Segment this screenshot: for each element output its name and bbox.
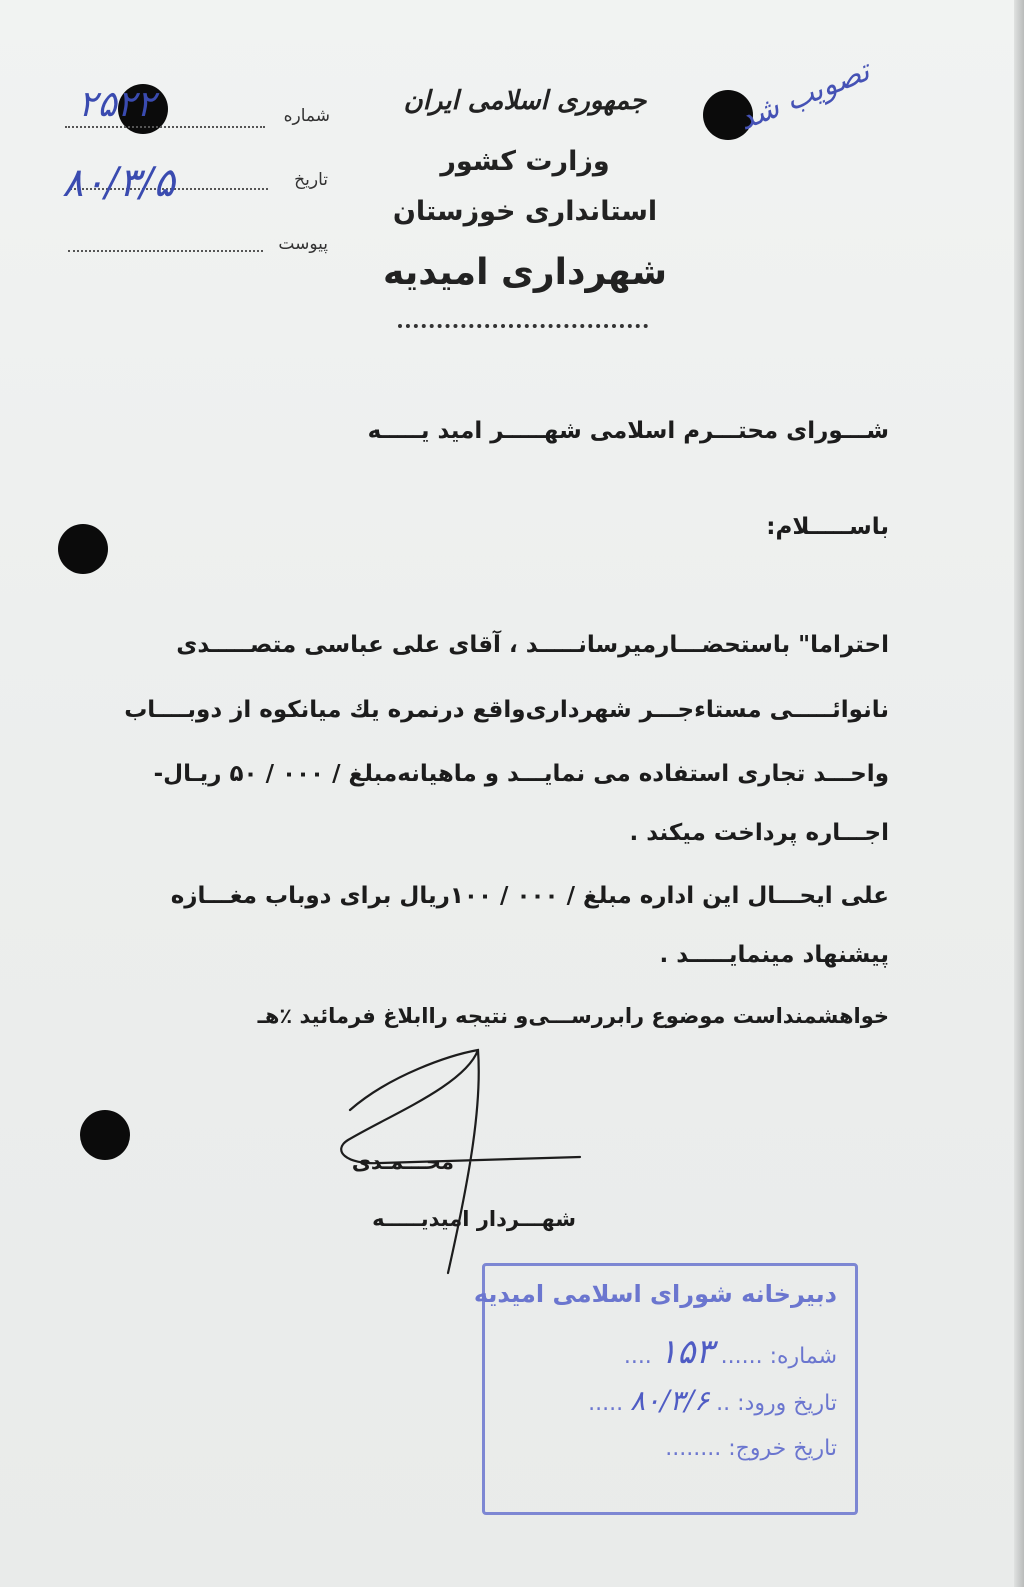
attachment-label: پیوست <box>278 234 328 254</box>
stamp-title: دبیرخانه شورای اسلامی امیدیه <box>473 1280 837 1308</box>
letterhead-province: استانداری خوزستان <box>392 196 658 227</box>
body-line-7: خواهشمنداست موضوع رابررســـی‌و نتیجه راابلاغ فرمائید ٪هـ <box>257 1004 889 1028</box>
signature-title: شهـــردار امیدیـــــه <box>372 1207 576 1231</box>
number-label: شماره <box>283 106 330 126</box>
stamp-exit-label: تاریخ خروج: <box>728 1436 837 1461</box>
margin-note: تصویب شد <box>733 53 875 138</box>
body-line-2: نانوائـــــی مستاءجـــر شهرداری‌واقع درنمره یك میانکوه از دوبــــاب <box>124 697 889 723</box>
addressee: شـــورای محتـــرم اسلامی شهـــــر امید یـــــه <box>367 418 889 444</box>
body-line-3: واحـــد تجاری استفاده می نمایـــد و ماهیانه‌مبلغ / ۰۰۰ / ۵۰ ریـال- <box>153 761 889 787</box>
stamp-exit-value: ........ <box>665 1436 722 1461</box>
letterhead-divider <box>398 324 648 328</box>
signature-name: محـــمـدی <box>351 1150 454 1174</box>
stamp-entry-label: تاریخ ورود: <box>737 1391 837 1416</box>
greeting: باســـــلام: <box>766 514 889 540</box>
letterhead-ministry: وزارت کشور <box>440 146 610 177</box>
stamp-number-value: ۱۵۳ <box>658 1332 714 1372</box>
binder-hole <box>58 524 108 574</box>
registry-stamp <box>473 1263 858 1515</box>
date-label: تاریخ <box>294 170 328 190</box>
stamp-exit-row <box>665 1436 837 1461</box>
body-line-1: احتراما" باستحضـــارمیرسانـــــد ، آقای علی عباسی متصـــــدی <box>176 632 889 658</box>
letterhead-municipality: شهرداری امیدیه <box>382 252 668 293</box>
date-value: ۸۰/۳/۵ <box>62 160 175 206</box>
attachment-line <box>68 250 263 252</box>
stamp-number-row: شماره: ...... ۱۵۳ .... <box>623 1332 837 1372</box>
body-line-5: علی ایحـــال این اداره مبلغ / ۰۰۰ / ۱۰۰ریال برای دوباب مغـــازه <box>170 883 889 909</box>
body-line-6: پیشنهاد مینمایـــــد . <box>659 942 889 968</box>
number-value: ۲۵۲۲ <box>78 84 156 125</box>
binder-hole <box>80 1110 130 1160</box>
stamp-entry-value: ۸۰/۳/۶ <box>630 1384 710 1417</box>
number-line <box>65 126 265 128</box>
stamp-entry-row: تاریخ ورود: .. ۸۰/۳/۶ ..... <box>588 1384 837 1417</box>
body-line-4: اجـــاره پرداخت میکند . <box>629 820 889 846</box>
letterhead-country: جمهوری اسلامی ایران <box>403 86 647 116</box>
stamp-number-label: شماره: <box>769 1344 837 1369</box>
